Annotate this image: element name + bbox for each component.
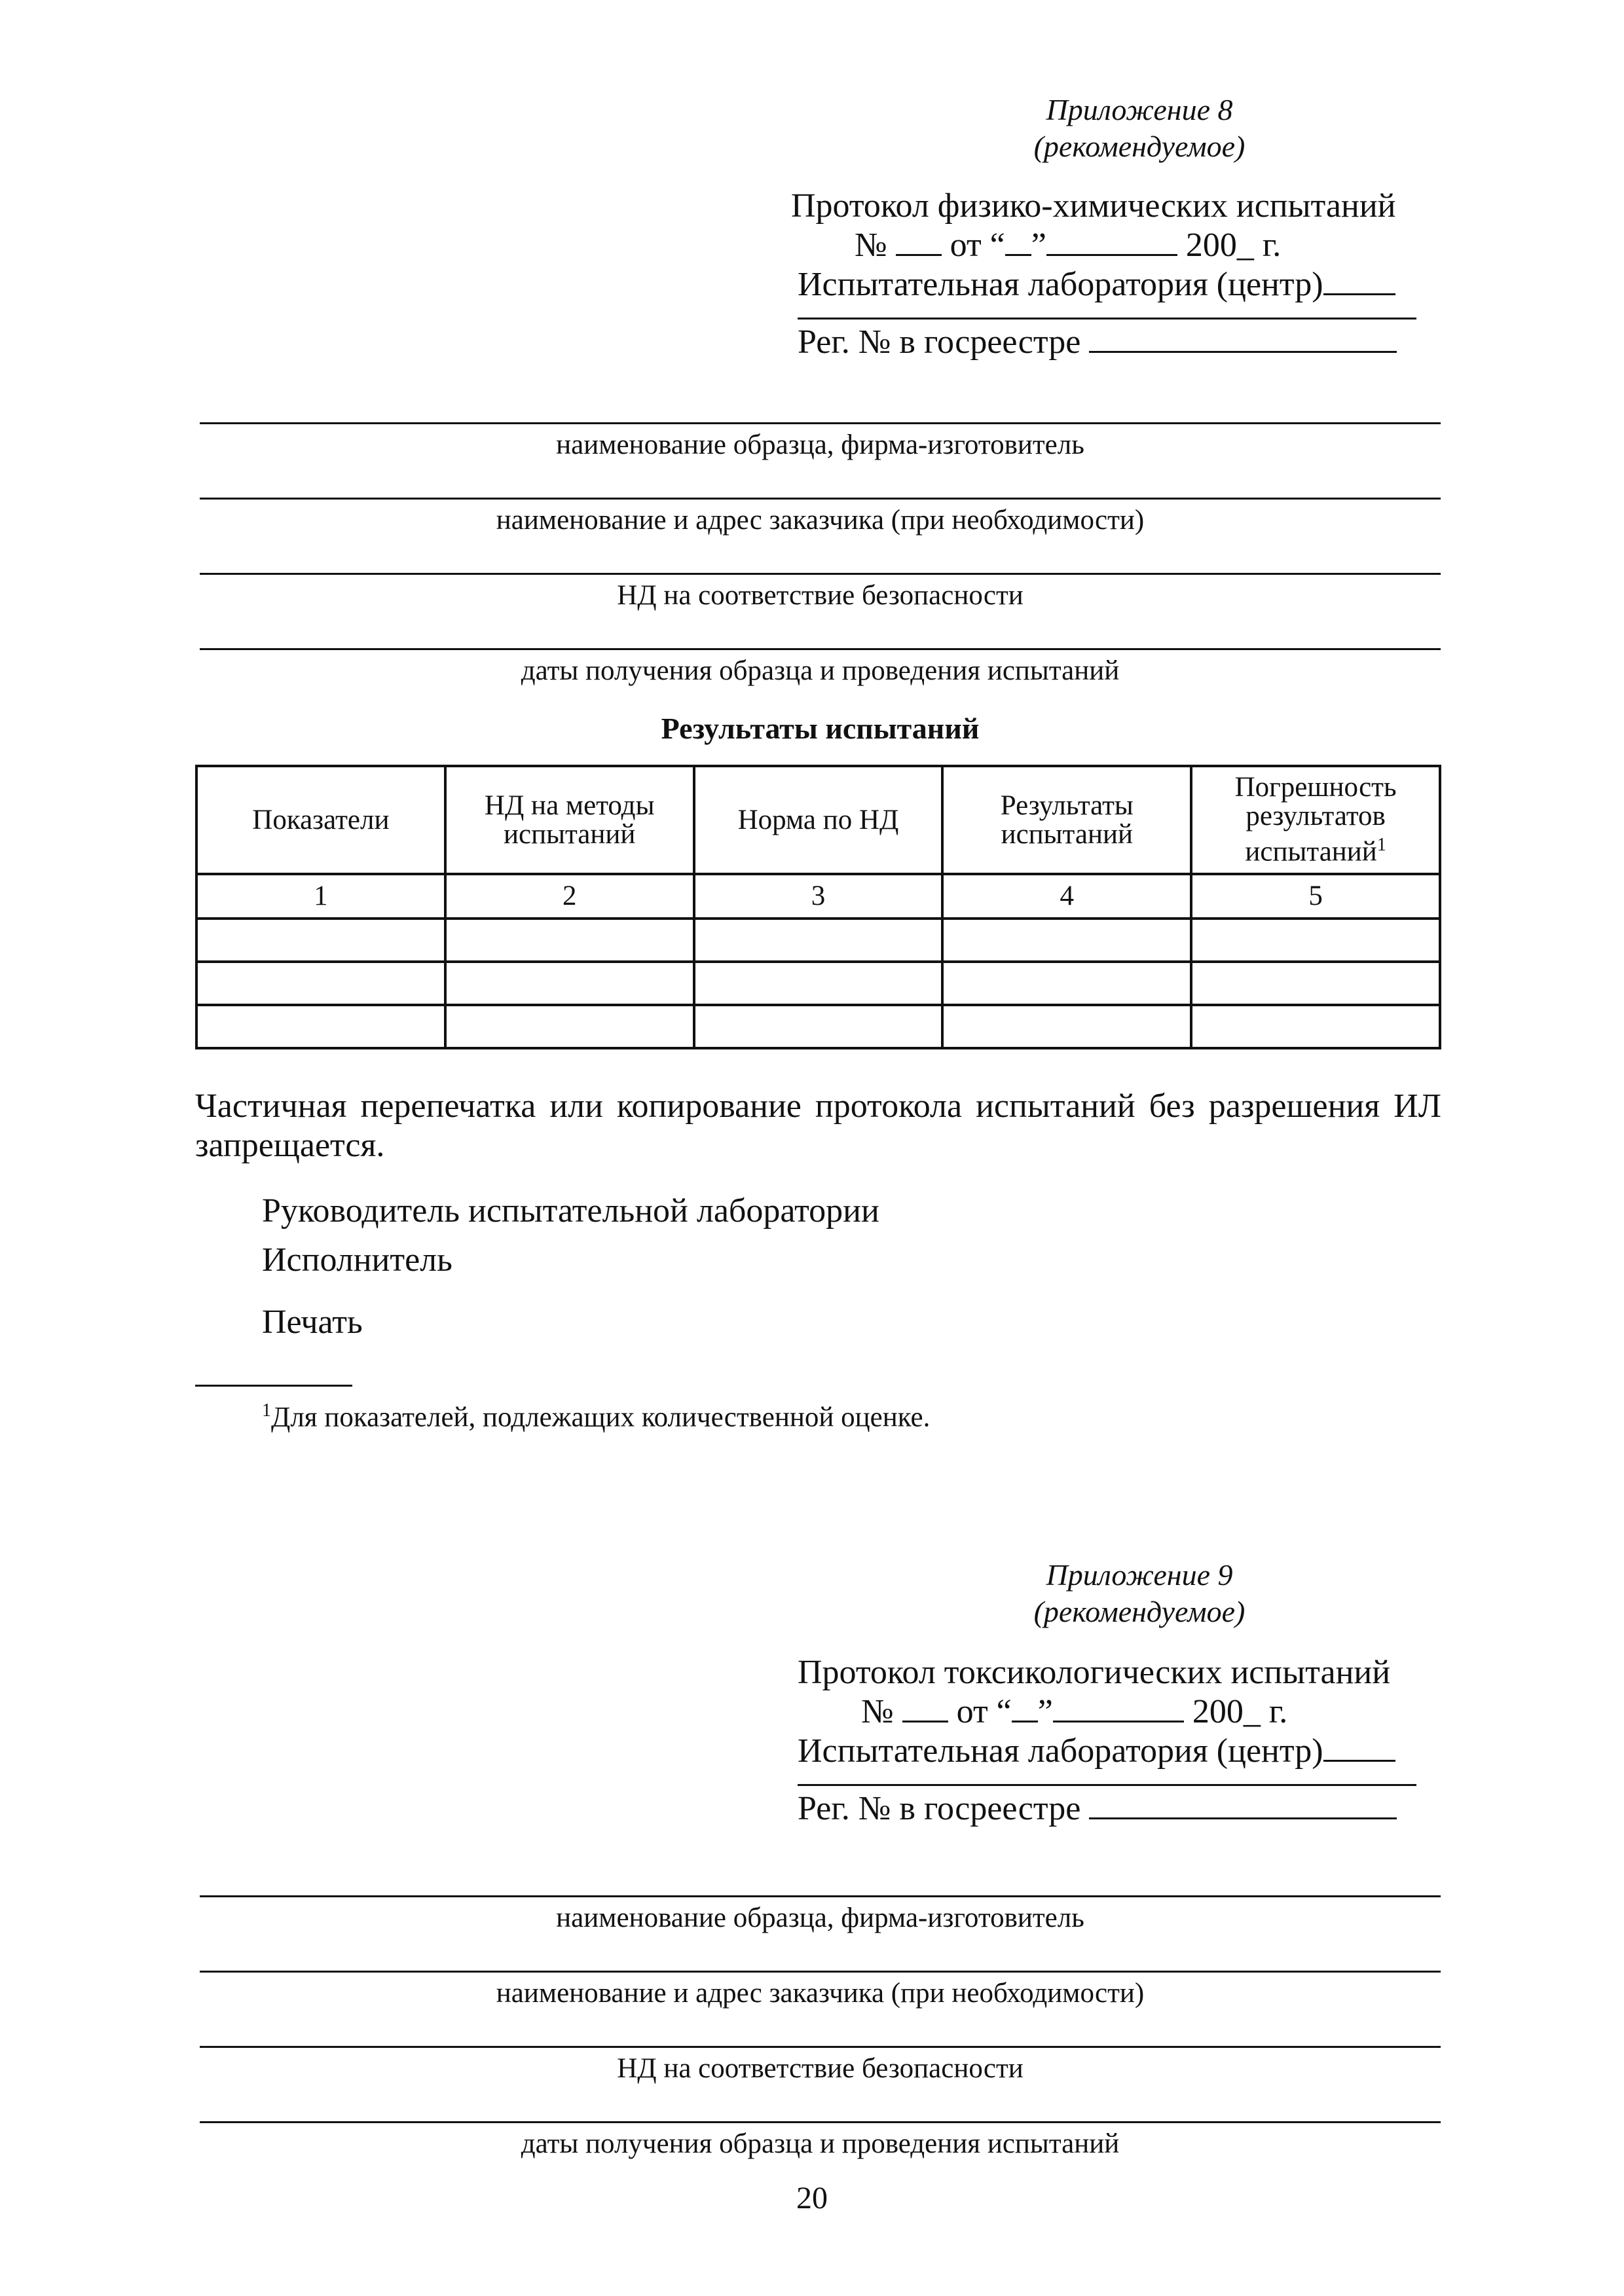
number-field[interactable] — [902, 1693, 948, 1722]
header-cell: Показатели — [196, 766, 445, 874]
appendix9-protocol-header — [773, 1653, 1441, 1827]
table-cell[interactable] — [196, 1005, 445, 1048]
table-cell[interactable] — [1191, 1005, 1440, 1048]
table-cell[interactable] — [694, 1005, 943, 1048]
safety-nd-line[interactable] — [200, 573, 1441, 575]
signature-seal: Печать — [262, 1303, 363, 1341]
table-cell[interactable] — [942, 1005, 1191, 1048]
appendix9-lab-line — [773, 1732, 1441, 1771]
number-sign: № — [861, 1693, 894, 1730]
year-label: 200_ г. — [1192, 1693, 1288, 1730]
appendix9-protocol-title: Протокол токсикологических испытаний — [798, 1654, 1391, 1691]
signature-head: Руководитель испытательной лаборатории — [262, 1192, 879, 1230]
lab-label: Испытательная лаборатория (центр) — [798, 266, 1323, 303]
customer-line[interactable] — [200, 498, 1441, 500]
table-cell[interactable] — [694, 919, 943, 962]
table-cell[interactable] — [445, 919, 694, 962]
table-cell[interactable] — [942, 919, 1191, 962]
number-field[interactable] — [896, 227, 942, 256]
customer-caption: наименование и адрес заказчика (при необходимости) — [496, 505, 1145, 536]
signature-executor: Исполнитель — [262, 1241, 452, 1279]
column-number: 5 — [1191, 874, 1440, 919]
quote-close: ” — [1037, 1693, 1053, 1730]
table-row — [196, 962, 1440, 1005]
table-cell[interactable] — [1191, 919, 1440, 962]
lab-field[interactable] — [1323, 1732, 1395, 1762]
dates-caption: даты получения образца и проведения испытаний — [521, 655, 1120, 686]
customer-caption: наименование и адрес заказчика (при необходимости) — [496, 1978, 1145, 2009]
table-header-row — [196, 766, 1440, 874]
footnote — [262, 1394, 930, 1434]
table-cell[interactable] — [196, 962, 445, 1005]
copy-notice: Частичная перепечатка или копирование протокола испытаний без разрешения ИЛ запрещается. — [195, 1087, 1441, 1164]
appendix8-protocol-title: Протокол физико-химических испытаний — [791, 187, 1396, 225]
dates-caption: даты получения образца и проведения испытаний — [521, 2128, 1120, 2159]
lab-field-continuation[interactable] — [798, 1784, 1416, 1786]
column-number: 1 — [196, 874, 445, 919]
sample-name-line[interactable] — [200, 1895, 1441, 1897]
appendix9-title — [982, 1557, 1297, 1630]
page-number: 20 — [796, 2181, 828, 2215]
reg-label: Рег. № в госреестре — [798, 1790, 1081, 1827]
dates-line[interactable] — [200, 2121, 1441, 2123]
customer-line[interactable] — [200, 1971, 1441, 1973]
appendix8-title — [982, 92, 1297, 165]
footnote-mark: 1 — [262, 1400, 271, 1421]
appendix8-lab-line — [773, 265, 1441, 304]
appendix9-title-text: Приложение 9 — [1046, 1558, 1233, 1592]
from-label: от “ — [950, 227, 1005, 264]
month-field[interactable] — [1046, 227, 1177, 256]
dates-line[interactable] — [200, 648, 1441, 650]
header-cell — [1191, 766, 1440, 874]
appendix8-subtitle: (рекомендуемое) — [1033, 130, 1246, 163]
year-label: 200_ г. — [1185, 227, 1282, 264]
appendix8-protocol-header — [773, 187, 1441, 361]
column-number: 2 — [445, 874, 694, 919]
footnote-text: Для показателей, подлежащих количественной оценке. — [271, 1402, 931, 1433]
appendix9-number-line — [773, 1692, 1441, 1732]
from-label: от “ — [956, 1693, 1012, 1730]
table-number-row — [196, 874, 1440, 919]
header-footnote-mark: 1 — [1376, 835, 1386, 856]
month-field[interactable] — [1053, 1693, 1184, 1722]
reg-field[interactable] — [1089, 323, 1397, 353]
appendix9-reg-line — [798, 1789, 1397, 1829]
day-field[interactable] — [1012, 1693, 1038, 1722]
column-number: 4 — [942, 874, 1191, 919]
results-title: Результаты испытаний — [661, 712, 980, 745]
column-number: 3 — [694, 874, 943, 919]
number-sign: № — [855, 227, 887, 264]
lab-label: Испытательная лаборатория (центр) — [798, 1732, 1323, 1770]
quote-close: ” — [1031, 227, 1046, 264]
reg-label: Рег. № в госреестре — [798, 323, 1081, 361]
safety-nd-caption: НД на соответствие безопасности — [617, 580, 1024, 611]
appendix8-number-line — [773, 226, 1441, 265]
lab-field-continuation[interactable] — [798, 318, 1416, 319]
sample-name-caption: наименование образца, фирма-изготовитель — [556, 1903, 1084, 1933]
safety-nd-caption: НД на соответствие безопасности — [617, 2053, 1024, 2084]
table-cell[interactable] — [445, 962, 694, 1005]
table-cell[interactable] — [445, 1005, 694, 1048]
header-cell-text: Погрешность результатов испытаний — [1234, 772, 1397, 867]
header-cell: Результаты испытаний — [942, 766, 1191, 874]
appendix8-reg-line — [798, 323, 1397, 362]
table-cell[interactable] — [694, 962, 943, 1005]
sample-name-caption: наименование образца, фирма-изготовитель — [556, 429, 1084, 460]
lab-field[interactable] — [1323, 266, 1395, 295]
header-cell: НД на методы испытаний — [445, 766, 694, 874]
appendix9-subtitle: (рекомендуемое) — [1033, 1595, 1246, 1628]
table-cell[interactable] — [196, 919, 445, 962]
table-row — [196, 919, 1440, 962]
table-cell[interactable] — [1191, 962, 1440, 1005]
results-table — [195, 765, 1441, 1049]
header-cell: Норма по НД — [694, 766, 943, 874]
table-row — [196, 1005, 1440, 1048]
reg-field[interactable] — [1089, 1790, 1397, 1819]
safety-nd-line[interactable] — [200, 2046, 1441, 2048]
day-field[interactable] — [1005, 227, 1031, 256]
appendix8-title-text: Приложение 8 — [1046, 93, 1233, 126]
footnote-divider — [195, 1385, 352, 1387]
sample-name-line[interactable] — [200, 422, 1441, 424]
table-cell[interactable] — [942, 962, 1191, 1005]
